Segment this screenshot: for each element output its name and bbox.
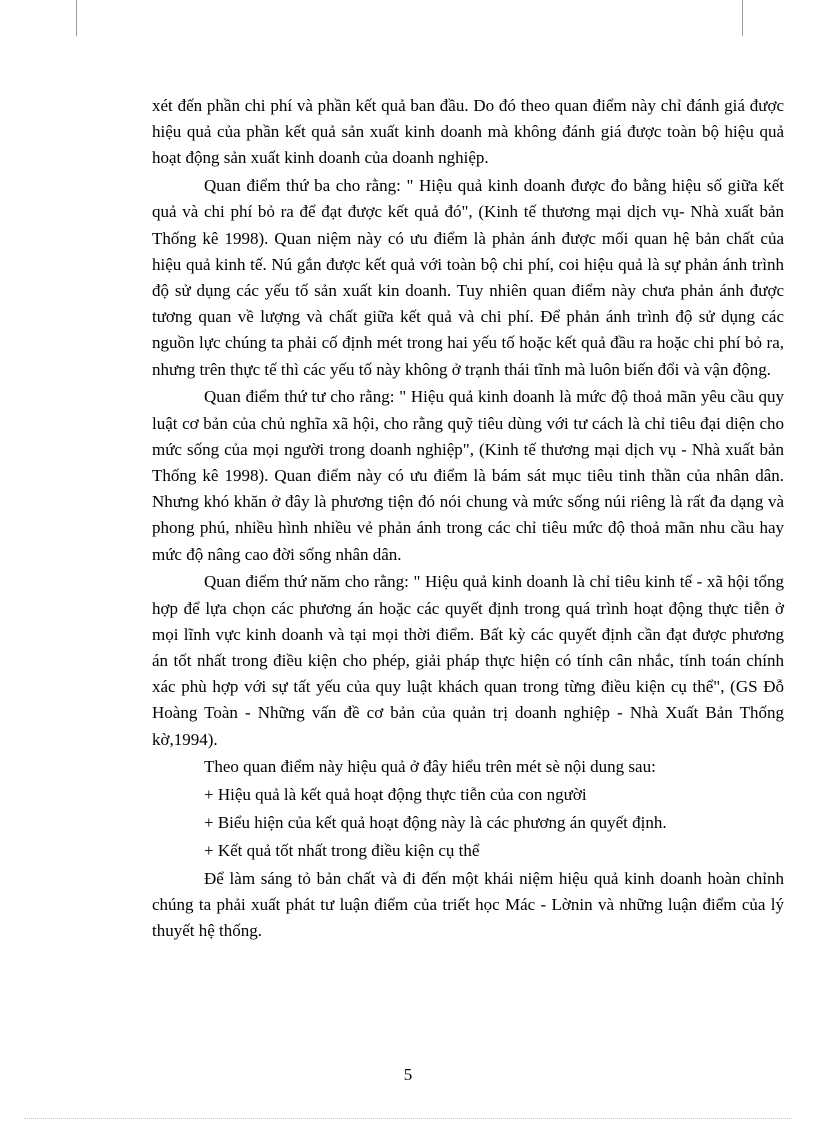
paragraph-third-view: Quan điểm thứ ba cho rằng: " Hiệu quả kinh doanh được đo bằng hiệu số giữa kết quả và chi phí bỏ ra để đạt được kết quả đó", (Kinh tế thương mại dịch vụ- Nhà xuất bản Thống kê 1998). Quan niệm này có ưu điểm là phản ánh được mối quan hệ bản chất của hiệu quả kinh tế. Nú gắn được kết quả với toàn bộ chi phí, coi hiệu quả là sự phản ánh trình độ sử dụng các yếu tố sản xuất kin doanh. Tuy nhiên quan điểm này chưa phản ánh được tương quan về lượng và chất giữa kết quả và chi phí. Để phản ánh trình độ sử dụng các nguồn lực chúng ta phải cố định mét trong hai yếu tố hoặc kết quả đầu ra hoặc chi phí bỏ ra, nhưng trên thực tế thì các yếu tố này không ở trạnh thái tĩnh mà luôn biến đổi và vận động. (152, 176, 784, 379)
footer-divider (24, 1118, 792, 1119)
list-item-best-result: + Kết quả tốt nhất trong điều kiện cụ thể (204, 840, 480, 860)
paragraph-continuation: xét đến phần chi phí và phần kết quả ban đầu. Do đó theo quan điểm này chỉ đánh giá được hiệu quả của phần kết quả sản xuất kinh doanh mà không đánh giá được toàn bộ hiệu quả hoạt động sản xuất kinh doanh của doanh nghiệp. (152, 96, 784, 168)
paragraph-conclusion: Để làm sáng tỏ bản chất và đi đến một khái niệm hiệu quả kinh doanh hoàn chỉnh chúng ta phải xuất phát tư luận điểm của triết học Mác - Lờnin và những luận điểm của lý thuyết hệ thống. (152, 868, 784, 941)
crop-mark-right (742, 0, 743, 36)
paragraph-fifth-view: Quan điểm thứ năm cho rằng: " Hiệu quả kinh doanh là chỉ tiêu kinh tế - xã hội tổng hợp để lựa chọn các phương án hoặc các quyết định trong quá trình hoạt động thực tiễn ở mọi lĩnh vực kinh doanh và tại mọi thời điểm. Bất kỳ các quyết định cần đạt được phương án tốt nhất trong điều kiện cho phép, giải pháp thực hiện có tính cân nhắc, tính toán chính xác phù hợp với sự tất yếu của quy luật khách quan trong từng điều kiện cụ thể", (GS Đỗ Hoàng Toàn - Những vấn đề cơ bản của quản trị doanh nghiệp - Nhà Xuất Bản Thống kờ,1994). (152, 572, 784, 749)
list-item-practical-result: + Hiệu quả là kết quả hoạt động thực tiễn của con người (204, 785, 587, 805)
crop-mark-left (76, 0, 77, 36)
list-item-decision-options: + Biểu hiện của kết quả hoạt động này là các phương án quyết định. (204, 813, 667, 833)
page-number: 5 (403, 1065, 413, 1084)
body-text (152, 93, 784, 944)
paragraph-fourth-view: Quan điểm thứ tư cho rằng: " Hiệu quả kinh doanh là mức độ thoả mãn yêu cầu quy luật cơ bản của chủ nghĩa xã hội, cho rằng quỹ tiêu dùng với tư cách là chỉ tiêu đại diện cho mức sống của mọi người trong doanh nghiệp", (Kinh tế thương mại dịch vụ - Nhà xuất bản Thống kê 1998). Quan điểm này có ưu điểm là bám sát mục tiêu tinh thần của nhân dân. Nhưng khó khăn ở đây là phương tiện đó nói chung và mức sống núi riêng là rất đa dạng và phong phú, nhiều hình nhiều vẻ phản ánh trong các chỉ tiêu mức độ thoả mãn nhu cầu hay mức độ nâng cao đời sống nhân dân. (152, 387, 784, 564)
paragraph-content-intro: Theo quan điểm này hiệu quả ở đây hiểu trên mét sè nội dung sau: (204, 757, 656, 777)
